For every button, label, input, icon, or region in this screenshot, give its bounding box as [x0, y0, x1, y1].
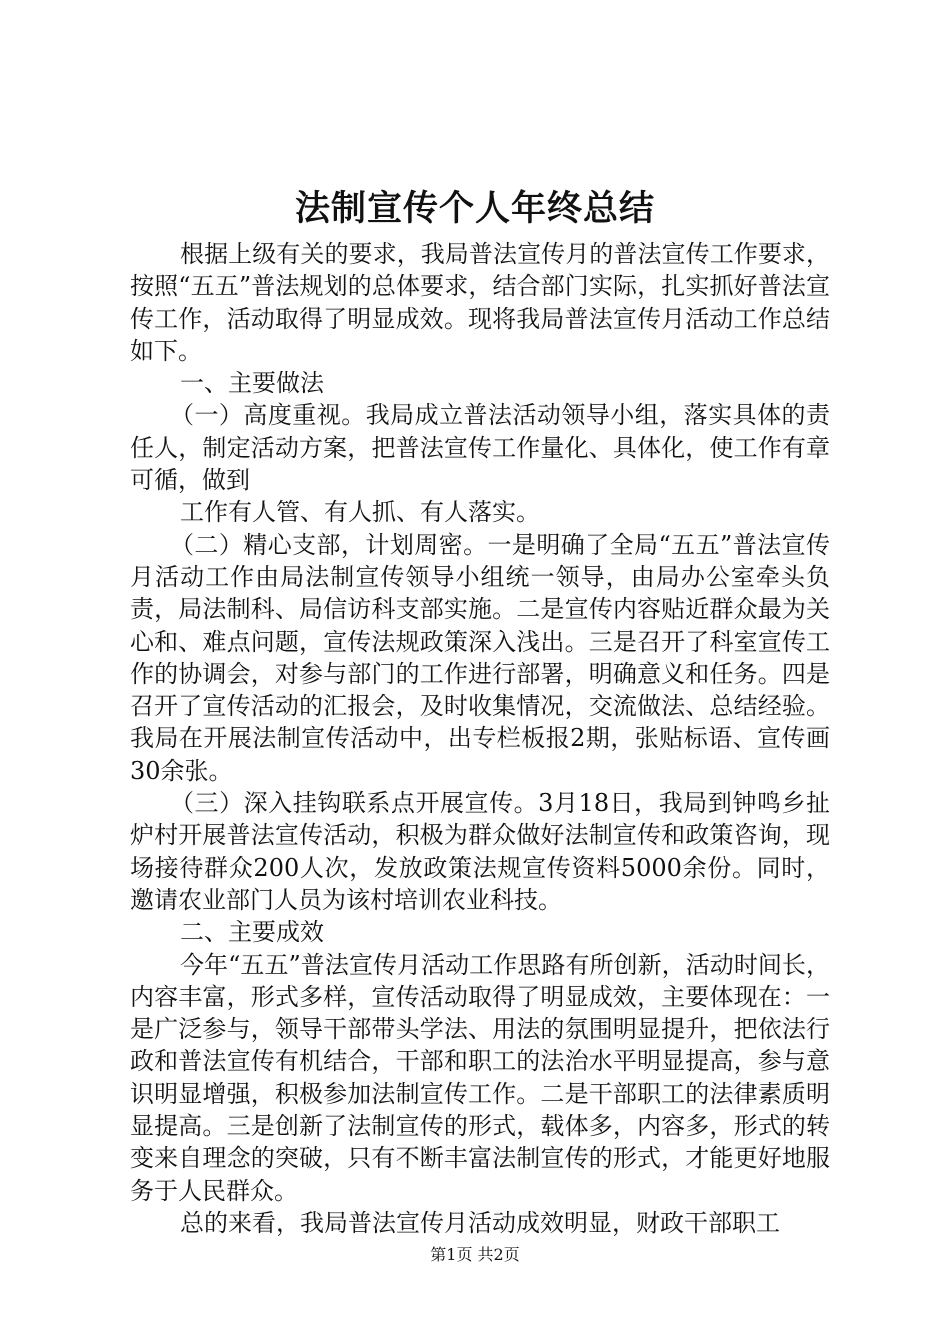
- document-title: 法制宣传个人年终总结: [294, 188, 655, 229]
- paragraph-results: 今年“五五”普法宣传月活动工作思路有所创新，活动时间长，内容丰富，形式多样，宣传活动取得了明显成效，主要体现在：一是广泛参与，领导干部带头学法、用法的氛围明显提升，把依法行政和普法宣传有机结合，干部和职工的法治水平明显提高，参与意识明显增强，积极参加法制宣传工作。二是干部职工的法律素质明显提高。三是创新了法制宣传的形式，载体多，内容多，形式的转变来自理念的突破，只有不断丰富法制宣传的形式，才能更好地服务于人民群众。: [130, 950, 830, 1205]
- heading-main-results: 二、主要成效: [180, 918, 324, 947]
- heading-main-practices: 一、主要做法: [180, 369, 324, 398]
- page-number-footer: 第1页 共2页: [430, 1245, 520, 1264]
- paragraph-section-1: （一）高度重视。我局成立普法活动领导小组，落实具体的责任人，制定活动方案，把普法宣传工作量化、具体化，使工作有章可循，做到: [130, 401, 830, 495]
- paragraph-section-1-cont: 工作有人管、有人抓、有人落实。: [180, 498, 540, 527]
- paragraph-section-3: （三）深入挂钩联系点开展宣传。3月18日，我局到钟鸣乡扯炉村开展普法宣传活动，积极为群众做好法制宣传和政策咨询，现场接待群众200人次，发放政策法规宣传资料5000余份。同时，邀请农业部门人员为该村培训农业科技。: [130, 789, 830, 914]
- paragraph-summary: 总的来看，我局普法宣传月活动成效明显，财政干部职工: [180, 1208, 780, 1237]
- document-body: [130, 238, 830, 1239]
- paragraph-intro: 根据上级有关的要求，我局普法宣传月的普法宣传工作要求，按照“五五”普法规划的总体要求，结合部门实际，扎实抓好普法宣传工作，活动取得了明显成效。现将我局普法宣传月活动工作总结如下。: [130, 240, 830, 365]
- paragraph-section-2: （二）精心支部，计划周密。一是明确了全局“五五”普法宣传月活动工作由局法制宣传领导小组统一领导，由局办公室牵头负责，局法制科、局信访科支部实施。二是宣传内容贴近群众最为关心和、难点问题，宣传法规政策深入浅出。三是召开了科室宣传工作的协调会，对参与部门的工作进行部署，明确意义和任务。四是召开了宣传活动的汇报会，及时收集情况，交流做法、总结经验。我局在开展法制宣传活动中，出专栏板报2期，张贴标语、宣传画30余张。: [130, 530, 830, 785]
